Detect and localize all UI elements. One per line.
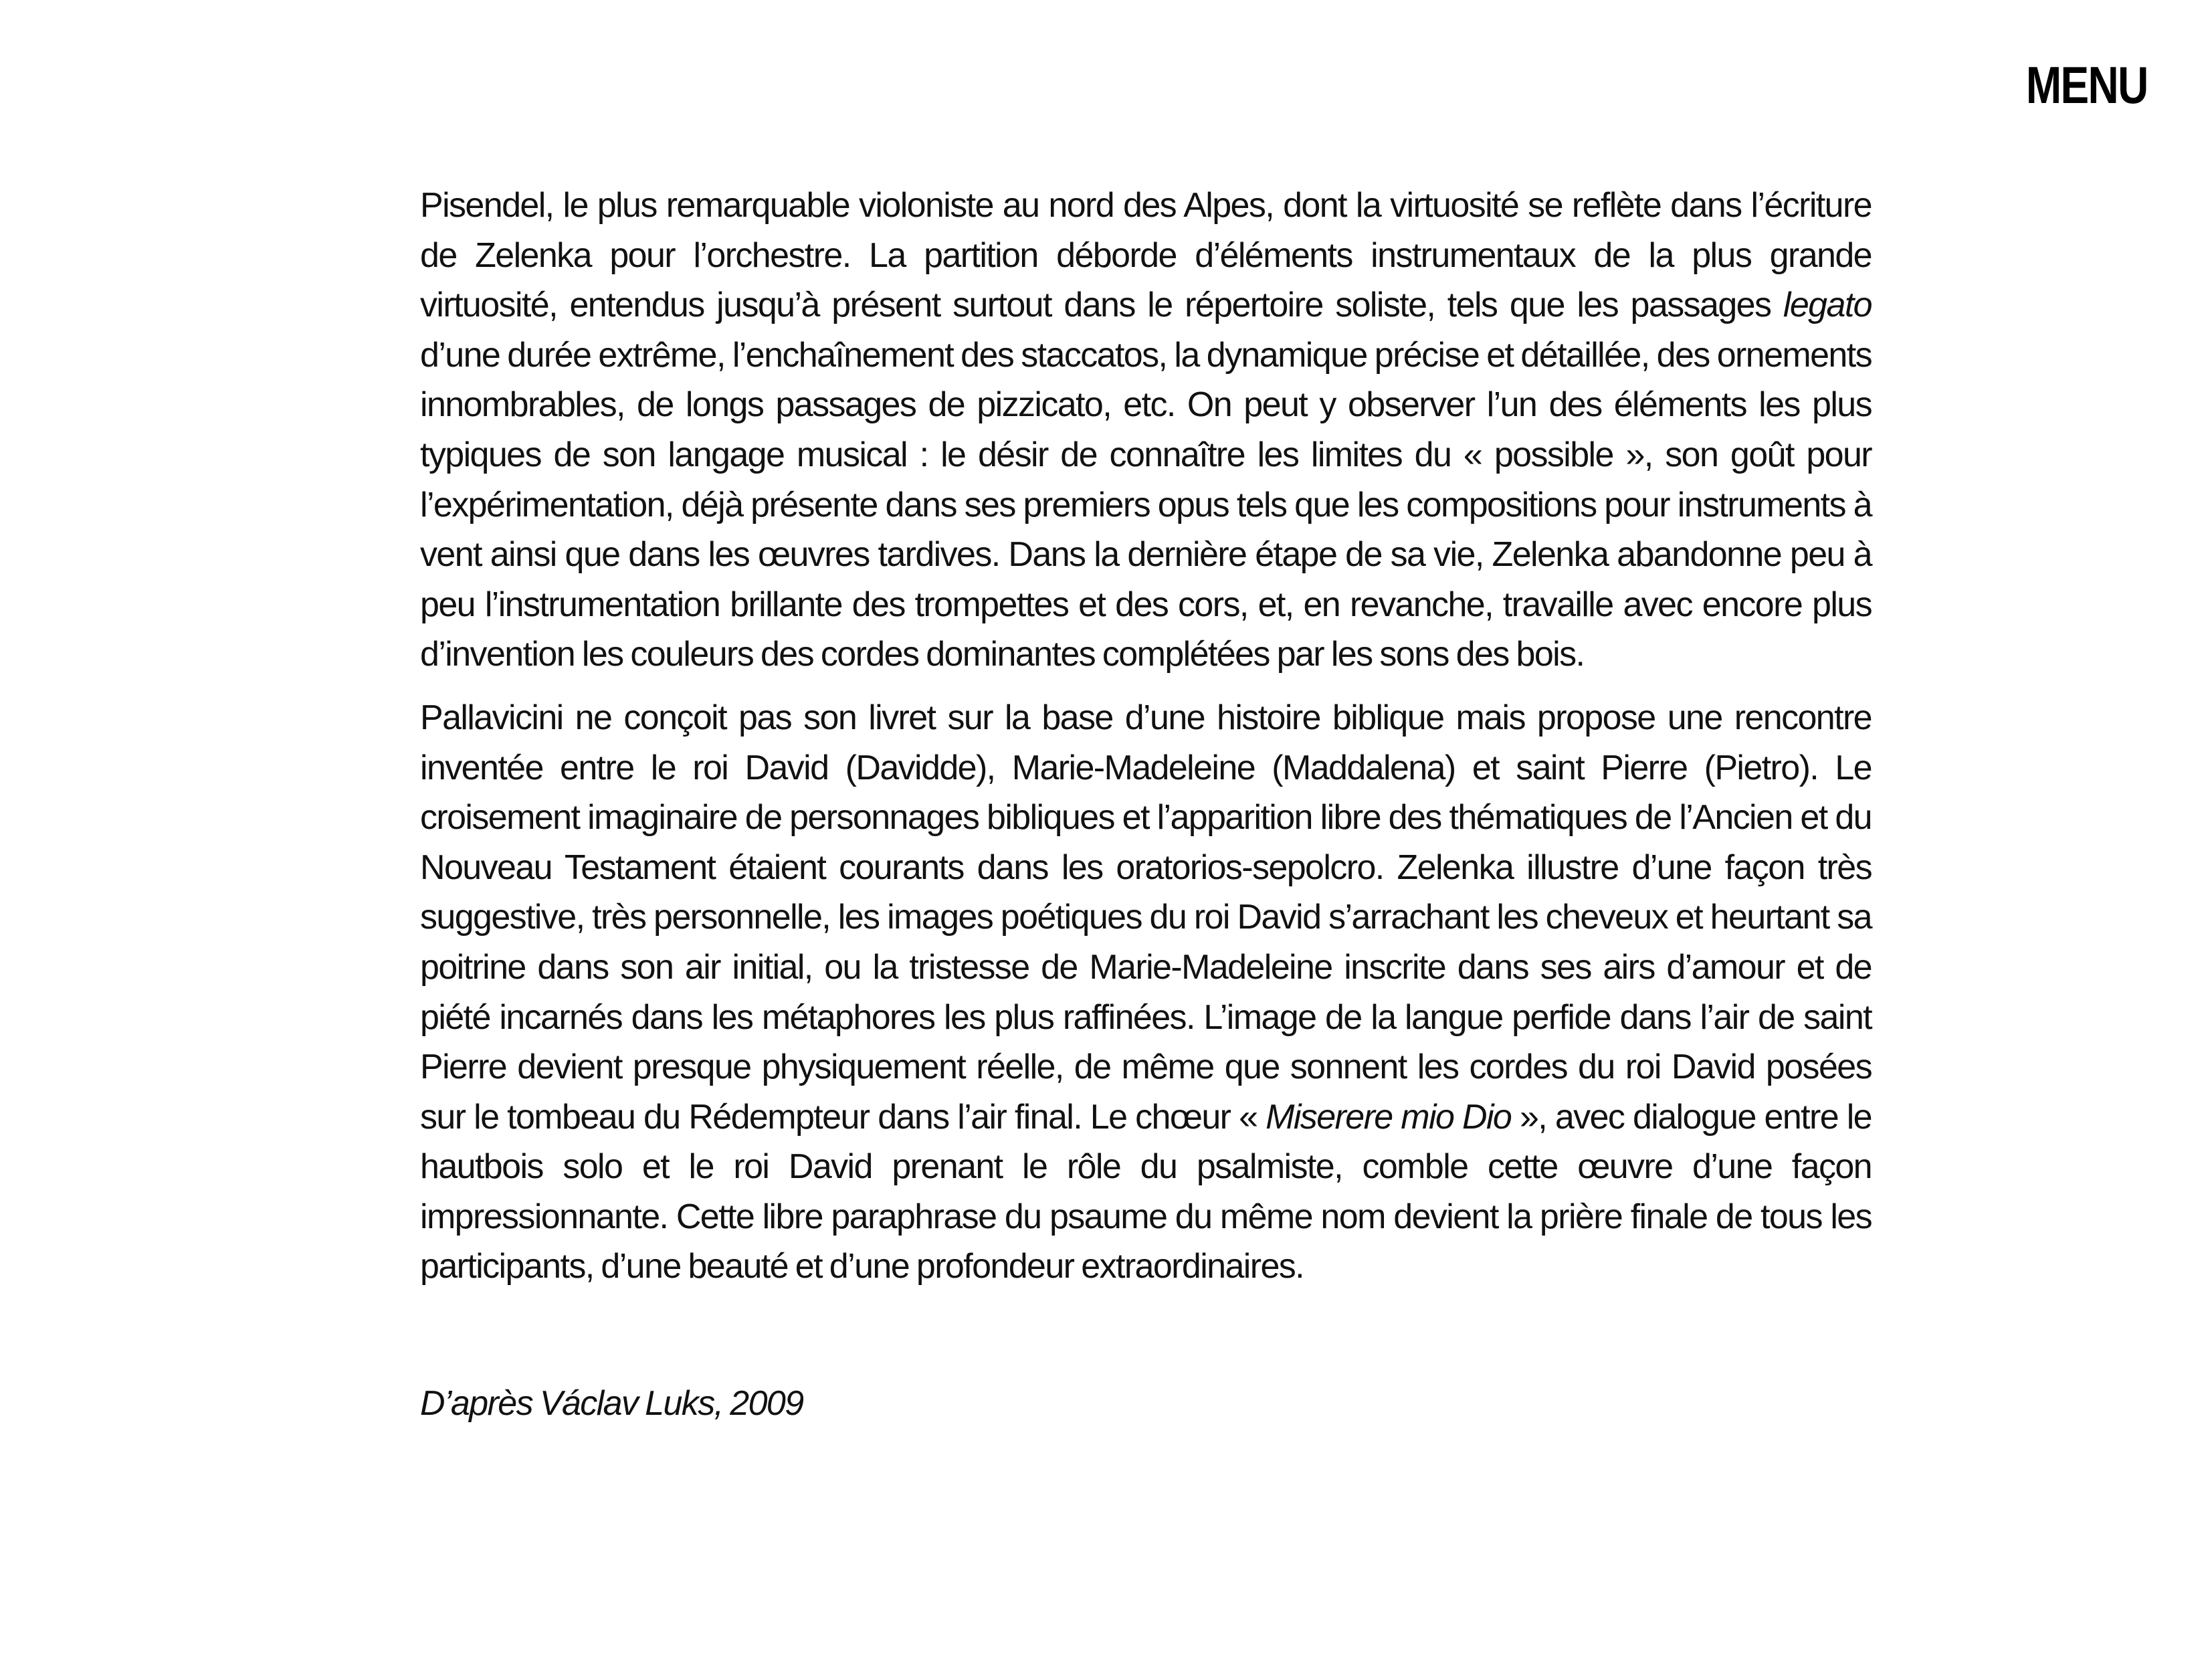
menu-button[interactable]: MENU [2026,56,2148,114]
paragraph-2-text-a: Pallavicini ne conçoit pas son livret sur la base d’une histoire biblique mais propose une rencontre inventée entre le roi David (Davidde), Marie-Madeleine (Maddalena) et saint Pierre (Pietro). Le croisement imaginaire de personnages bibliques et l’apparition libre des thématiques de l’Ancien et du Nouveau Testament étaient courants dans les oratorios-sepolcro. Zelenka illustre d’une façon très suggestive, très personnelle, les images poétiques du roi David s’arrachant les cheveux et heurtant sa poitrine dans son air initial, ou la tristesse de Marie-Madeleine inscrite dans ses airs d’amour et de piété incarnés dans les métaphores les plus raffinées. L’image de la langue perfide dans l’air de saint Pierre devient presque physiquement réelle, de même que sonnent les cordes du roi David posées sur le tombeau du Rédempteur dans l’air final. Le chœur « [420,698,1872,1137]
paragraph-1-text-a: Pisendel, le plus remarquable violoniste au nord des Alpes, dont la virtuosité se reflète dans l’écriture de Zelenka pour l’orchestre. La partition déborde d’éléments instrumentaux de la plus grande virtuosité, entendus jusqu’à présent surtout dans le répertoire soliste, tels que les passages [420,186,1872,325]
paragraph-1-text-b: d’une durée extrême, l’enchaînement des staccatos, la dynamique précise et détaillée, des ornements innombrables, de longs passages de pizzicato, etc. On peut y observer l’un des éléments les plus typiques de son langage musical : le désir de connaître les limites du « possible », son goût pour l’expérimentation, déjà présente dans ses premiers opus tels que les compositions pour instruments à vent ainsi que dans les œuvres tardives. Dans la dernière étape de sa vie, Zelenka abandonne peu à peu l’instrumentation brillante des trompettes et des cors, et, en revanche, travaille avec encore plus d’invention les couleurs des cordes dominantes complétées par les sons des bois. [420,335,1872,674]
paragraph-2-text-b: », avec dialogue entre le hautbois solo et le roi David prenant le rôle du psalmiste, comble cette œuvre d’une façon impressionnante. Cette libre paraphrase du psaume du même nom devient la prière finale de tous les participants, d’une beauté et d’une profondeur extraordinaires. [420,1097,1872,1286]
article-body [420,181,1872,1429]
attribution: D’après Václav Luks, 2009 [420,1384,803,1424]
paragraph-1 [420,181,1872,680]
paragraph-2 [420,693,1872,1292]
paragraph-2-italic-title: Miserere mio Dio [1266,1097,1512,1137]
paragraph-1-italic-term: legato [1783,286,1872,325]
